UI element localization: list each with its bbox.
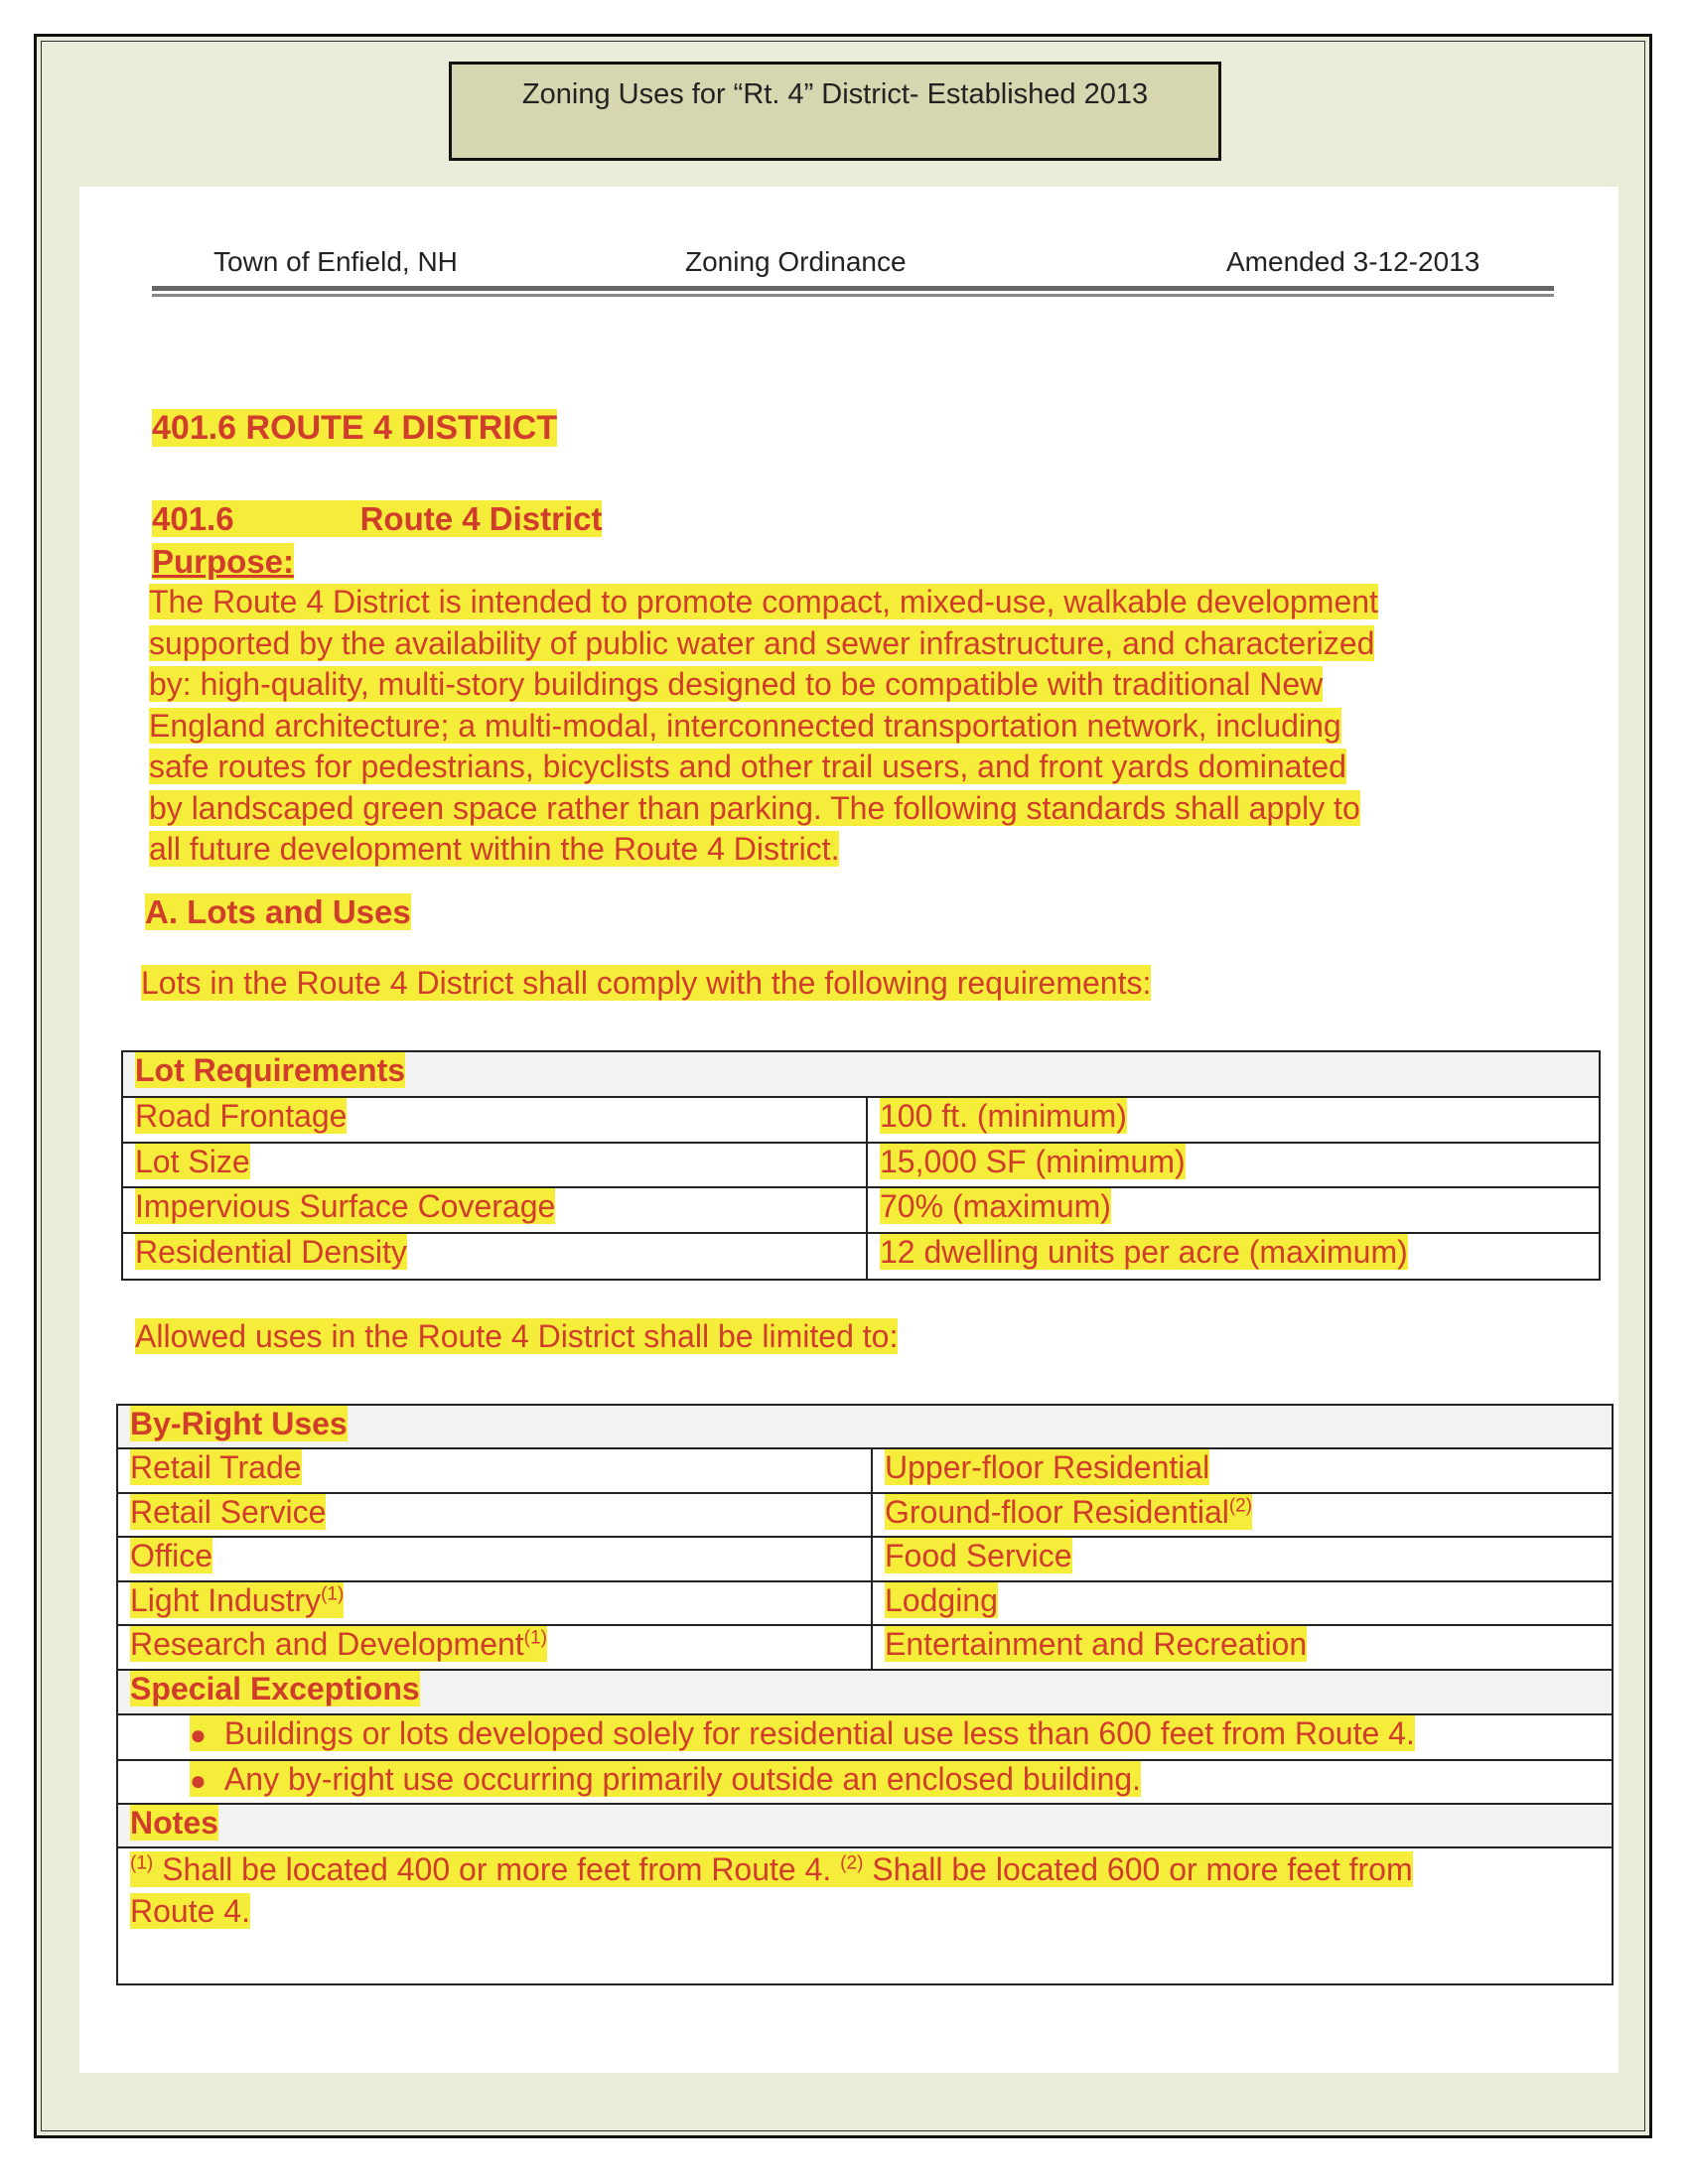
- table-header-row: [123, 1052, 1599, 1098]
- use-right: Ground-floor Residential$^{(2)}$: [871, 1494, 1612, 1536]
- table-row: [118, 1626, 1612, 1671]
- use-left: Retail Service: [130, 1494, 327, 1530]
- uses-table: [116, 1404, 1614, 1985]
- footnote-marker: (1): [321, 1583, 345, 1605]
- notes-header-row: [118, 1805, 1612, 1848]
- special-exception-item: ● Buildings or lots developed solely for residential use less than 600 feet from Route 4.: [190, 1715, 1415, 1751]
- header-rule-secondary: [152, 294, 1554, 297]
- table-row: [123, 1188, 1599, 1234]
- purpose-line: supported by the availability of public water and sewer infrastructure, and characterized: [149, 624, 1375, 661]
- table-row: [123, 1098, 1599, 1144]
- header-town: Town of Enfield, NH: [213, 246, 458, 277]
- purpose-label: Purpose:: [152, 543, 295, 580]
- use-right: Entertainment and Recreation: [871, 1626, 1612, 1669]
- table-row: [123, 1234, 1599, 1279]
- use-left: Retail Trade: [130, 1449, 302, 1485]
- purpose-line: England architecture; a multi-modal, interconnected transportation network, including: [149, 707, 1341, 744]
- special-exceptions-header: Special Exceptions: [130, 1671, 420, 1706]
- purpose-paragraph: [149, 582, 1579, 871]
- table-row: [123, 1144, 1599, 1188]
- header-ordinance: Zoning Ordinance: [685, 246, 907, 277]
- bullet-icon: ●: [190, 1765, 207, 1796]
- banner-title: Zoning Uses for “Rt. 4” District- Established 2013: [521, 78, 1149, 110]
- lot-requirements-table: [121, 1050, 1601, 1281]
- section-main-title: 401.6 ROUTE 4 DISTRICT: [152, 409, 558, 447]
- lot-value: 70% (maximum): [866, 1188, 1599, 1232]
- lot-value: 15,000 SF (minimum): [866, 1144, 1599, 1186]
- table-row: [118, 1494, 1612, 1538]
- subsection-a-title: A. Lots and Uses: [145, 893, 411, 930]
- use-right: Food Service: [871, 1538, 1612, 1580]
- notes-text: $^{(1)}$ Shall be located 400 or more feet from Route 4. $^{(2)}$ Shall be located 600 or more feet from Route 4.: [130, 1851, 1413, 1929]
- section-name: Route 4 District: [359, 500, 603, 537]
- footnote-marker: (2): [1228, 1495, 1253, 1517]
- lot-table-header: Lot Requirements: [135, 1052, 406, 1088]
- use-right: Upper-floor Residential: [871, 1449, 1612, 1492]
- notes-row: [118, 1848, 1612, 1983]
- table-header-row: [118, 1406, 1612, 1449]
- purpose-line: safe routes for pedestrians, bicyclists and other trail users, and front yards dominated: [149, 749, 1346, 784]
- use-left: Office: [130, 1538, 212, 1573]
- header-amended: Amended 3-12-2013: [1226, 246, 1480, 277]
- special-exception-item: ● Any by-right use occurring primarily outside an enclosed building.: [190, 1761, 1142, 1797]
- use-left: Light Industry$^{(1)}$: [130, 1582, 345, 1618]
- special-exceptions-header-row: [118, 1671, 1612, 1715]
- table-row: [118, 1449, 1612, 1494]
- banner-title-box: [449, 62, 1221, 161]
- lot-label: Residential Density: [135, 1234, 407, 1270]
- table-row: [118, 1538, 1612, 1582]
- lot-label: Impervious Surface Coverage: [135, 1188, 556, 1224]
- use-right: Lodging: [871, 1582, 1612, 1624]
- list-item: [118, 1761, 1612, 1805]
- use-left: Research and Development$^{(1)}$: [130, 1626, 547, 1662]
- list-item: [118, 1715, 1612, 1761]
- by-right-header: By-Right Uses: [130, 1406, 348, 1441]
- purpose-line: all future development within the Route 4 District.: [149, 831, 840, 867]
- header-rule: [152, 286, 1554, 291]
- lot-label: Lot Size: [135, 1144, 250, 1179]
- document-page: [79, 187, 1618, 2073]
- bullet-icon: ●: [190, 1719, 207, 1750]
- lots-intro: Lots in the Route 4 District shall comply with the following requirements:: [141, 965, 1152, 1001]
- footnote-marker: (1): [523, 1627, 547, 1649]
- purpose-line: by landscaped green space rather than parking. The following standards shall apply to: [149, 789, 1360, 826]
- purpose-line: The Route 4 District is intended to promote compact, mixed-use, walkable development: [149, 584, 1378, 619]
- uses-intro: Allowed uses in the Route 4 District shall be limited to:: [135, 1318, 899, 1354]
- lot-value: 12 dwelling units per acre (maximum): [866, 1234, 1599, 1279]
- lot-label: Road Frontage: [135, 1098, 348, 1134]
- purpose-line: by: high-quality, multi-story buildings designed to be compatible with traditional New: [149, 666, 1324, 702]
- section-number: 401.6 Route 4 District: [152, 500, 603, 537]
- lot-value: 100 ft. (minimum): [866, 1098, 1599, 1142]
- table-row: [118, 1582, 1612, 1626]
- notes-header: Notes: [130, 1805, 218, 1841]
